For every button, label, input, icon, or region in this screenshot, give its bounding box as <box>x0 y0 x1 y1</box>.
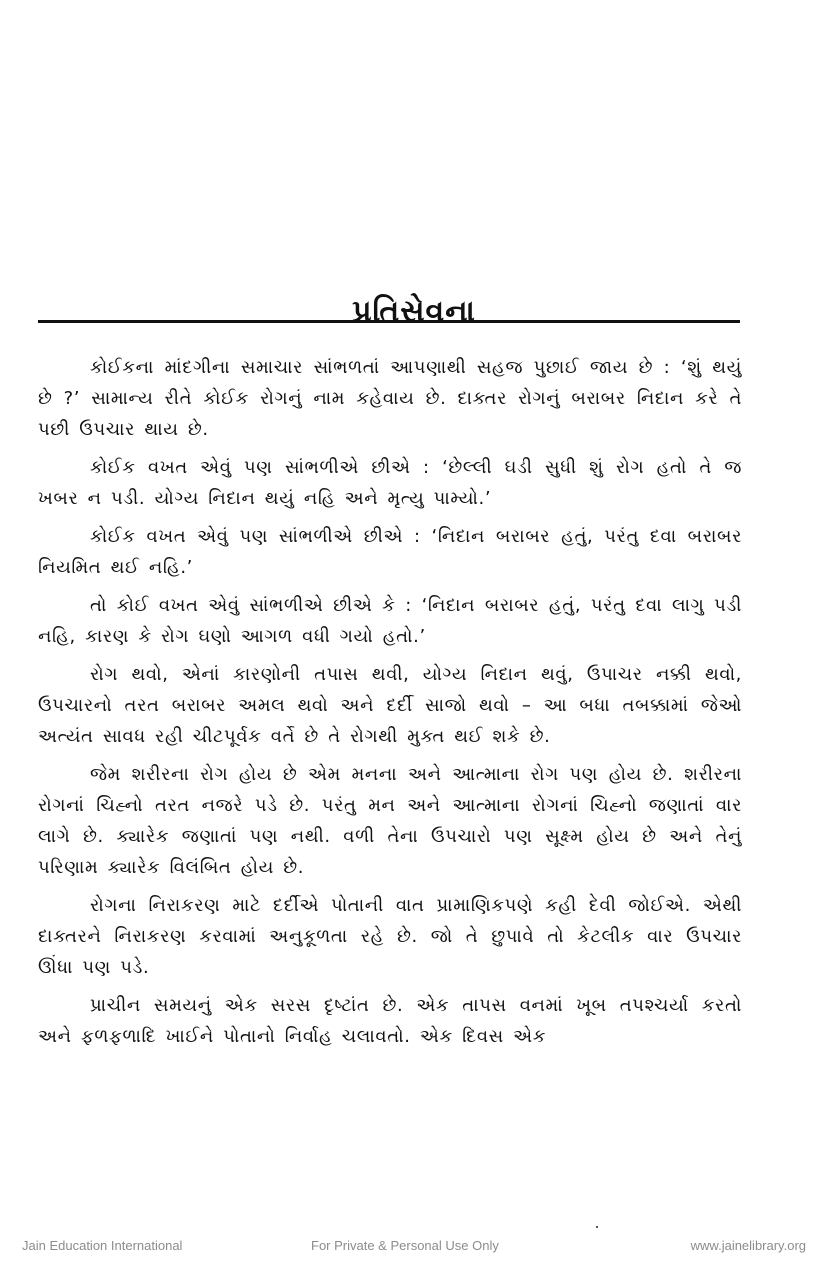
paragraph: તો કોઈ વખત એવું સાંભળીએ છીએ કે : ‘નિદાન બરાબર હતું, પરંતુ દવા લાગુ પડી નહિ, કારણ કે રોગ ઘણો આગળ વધી ગયો હતો.’ <box>38 595 742 647</box>
paragraph: પ્રાચીન સમયનું એક સરસ દૃષ્ટાંત છે. એક તાપસ વનમાં ખૂબ તપશ્ચર્યા કરતો અને ફળફળાદિ ખાઈને પોતાનો નિર્વાહ ચલાવતો. એક દિવસ એક <box>38 995 742 1047</box>
paragraph: કોઈક વખત એવું પણ સાંભળીએ છીએ : ‘છેલ્લી ઘડી સુધી શું રોગ હતો તે જ ખબર ન પડી. યોગ્ય નિદાન થયું નહિ અને મૃત્યુ પામ્યો.’ <box>38 457 742 509</box>
paragraph: કોઈકના માંદગીના સમાચાર સાંભળતાં આપણાથી સહજ પુછાઈ જાય છે : ‘શું થયું છે ?’ સામાન્ય રીતે કોઈક રોગનું નામ કહેવાય છે. દાક્તર રોગનું બરાબર નિદાન કરે તે પછી ઉપચાર થાય છે. <box>38 357 742 440</box>
footer-usage-notice: For Private & Personal Use Only <box>311 1238 499 1253</box>
body-text <box>38 352 742 1059</box>
page-footer <box>0 1238 828 1258</box>
paragraph: જેમ શરીરના રોગ હોય છે એમ મનના અને આત્માના રોગ પણ હોય છે. શરીરના રોગનાં ચિહ્નો તરત નજરે પડે છે. પરંતુ મન અને આત્માના રોગનાં ચિહ્નો જણાતાં વાર લાગે છે. ક્યારેક જણાતાં પણ નથી. વળી તેના ઉપચારો પણ સૂક્ષ્મ હોય છે અને તેનું પરિણામ ક્યારેક વિલંબિત હોય છે. <box>38 764 742 878</box>
scan-speck <box>596 1226 598 1228</box>
page-title: પ્રતિસેવના <box>352 294 476 330</box>
paragraph: રોગના નિરાકરણ માટે દર્દીએ પોતાની વાત પ્રામાણિકપણે કહી દેવી જોઈએ. એથી દાક્તરને નિરાકરણ કરવામાં અનુકૂળતા રહે છે. જો તે છુપાવે તો કેટલીક વાર ઉપચાર ઊંધા પણ પડે. <box>38 895 742 978</box>
footer-website-link[interactable]: www.jainelibrary.org <box>690 1238 806 1253</box>
footer-publisher: Jain Education International <box>22 1238 183 1253</box>
paragraph: રોગ થવો, એનાં કારણોની તપાસ થવી, યોગ્ય નિદાન થવું, ઉપાચર નક્કી થવો, ઉપચારનો તરત બરાબર અમલ થવો અને દર્દી સાજો થવો – આ બધા તબક્કામાં જેઓ અત્યંત સાવધ રહી ચીટપૂર્વક વર્તે છે તે રોગથી મુક્ત થઈ શકે છે. <box>38 664 742 747</box>
paragraph: કોઈક વખત એવું પણ સાંભળીએ છીએ : ‘નિદાન બરાબર હતું, પરંતુ દવા બરાબર નિયમિત થઈ નહિ.’ <box>38 526 742 578</box>
title-divider <box>38 320 740 323</box>
